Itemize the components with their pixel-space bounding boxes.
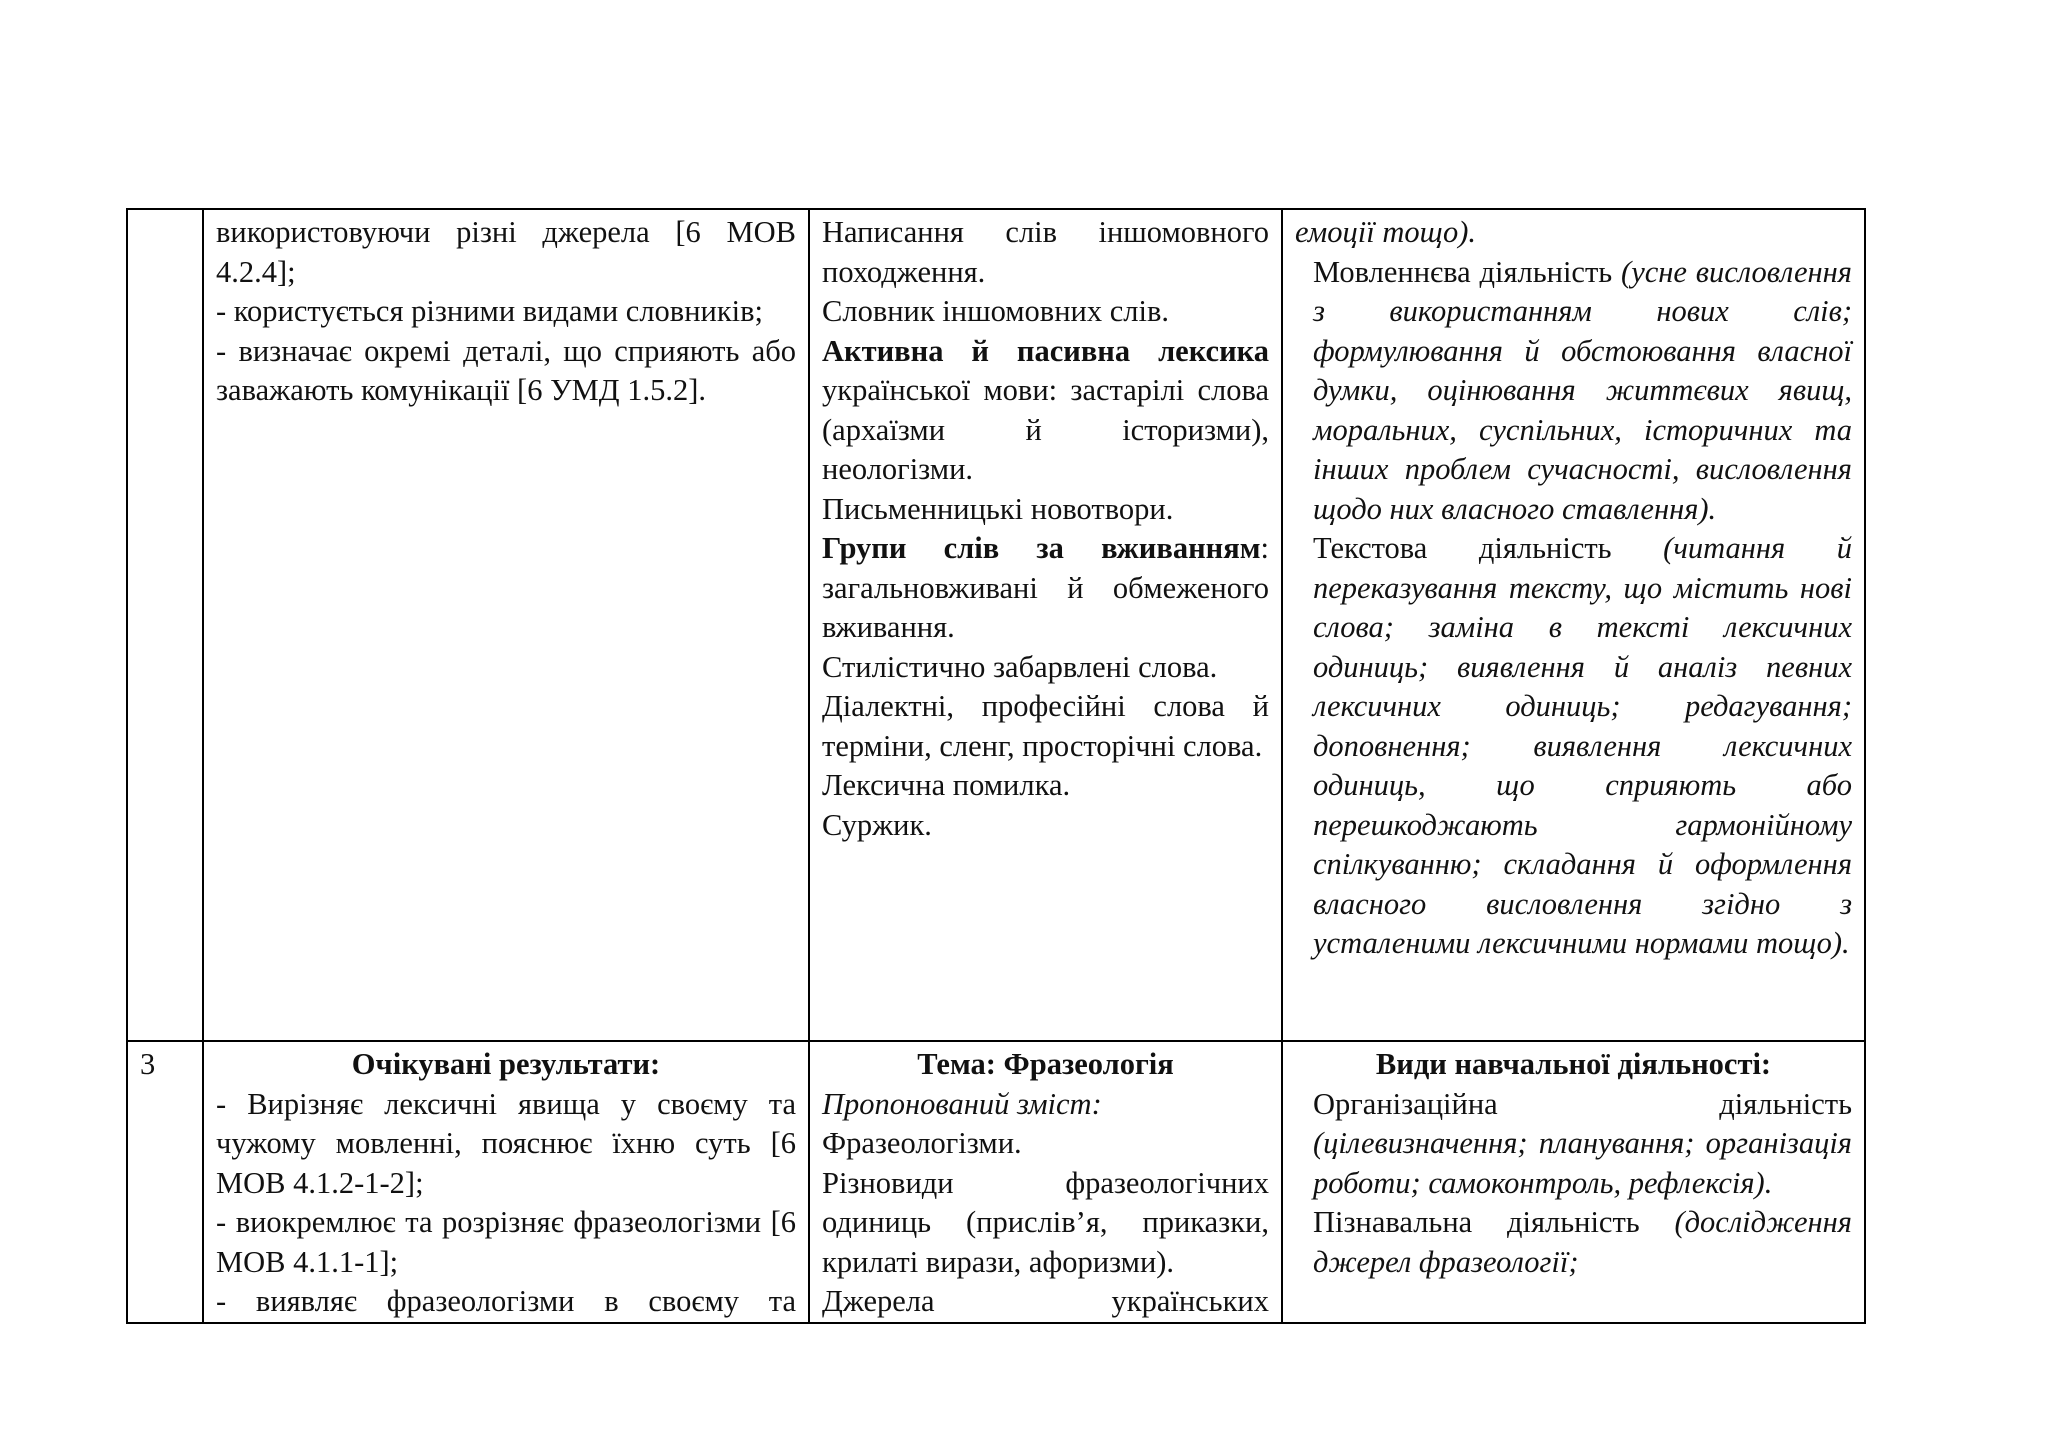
activity-text: [1295, 529, 1852, 964]
content-item: Написання слів іншомовного походження.: [822, 215, 1269, 289]
content-item: Стилістично забарвлені слова.: [822, 649, 1218, 684]
results-cell: [203, 209, 809, 1041]
result-item: - Вирізняє лексичні явища у своєму та чужому мовленні, пояснює їхню суть [6 МОВ 4.1.2-1-2];: [216, 1086, 796, 1200]
results-cell: [203, 1041, 809, 1323]
content-item: Джерела українських: [822, 1284, 1269, 1318]
result-item: - визначає окремі деталі, що сприяють або заважають комунікації [6 УМД 1.5.2].: [216, 333, 796, 407]
activity-desc: (цілевизначення; планування; організація роботи; самоконтроль, рефлексія).: [1313, 1126, 1852, 1200]
activity-continuation: емоції тощо).: [1295, 215, 1477, 249]
results-header: Очікувані результати:: [351, 1047, 661, 1081]
content-term-desc: української мови: застарілі слова (архаїзми й історизми), неологізми.: [822, 373, 1269, 486]
result-item: - користується різними видами словників;: [216, 294, 764, 328]
content-term-bold: Активна й пасивна лексика: [822, 333, 1269, 368]
activities-cell: [1282, 1041, 1865, 1323]
activity-label: Мовленнєва діяльність: [1313, 254, 1622, 289]
content-item: Суржик.: [822, 807, 932, 842]
table-row: [127, 209, 1865, 1041]
activity-desc: (усне висловлення з використанням нових слів; формулювання й обстоювання власної думки, оцінювання життєвих явищ, моральних, суспільних, історичних та інших проблем сучасності, висловлення щодо них власного ставлення).: [1313, 254, 1852, 526]
content-item: [822, 332, 1269, 490]
activities-cell: [1282, 209, 1865, 1041]
content-item: Письменницькі новотвори.: [822, 491, 1174, 526]
content-item: Фразеологізми.: [822, 1126, 1022, 1160]
table-row: [127, 1041, 1865, 1323]
content-item: Лексична помилка.: [822, 768, 1071, 802]
content-item: Різновиди фразеологічних одиниць (прислів’я, приказки, крилаті вирази, афоризми).: [822, 1165, 1269, 1279]
result-item: використовуючи різні джерела [6 МОВ 4.2.4];: [216, 215, 796, 289]
row-number-cell: [127, 209, 203, 1041]
activities-header: Види навчальної діяльності:: [1375, 1047, 1772, 1081]
content-item: [822, 529, 1269, 648]
activity-organizational: [1295, 1085, 1852, 1204]
content-item: Діалектні, професійні слова й терміни, сленг, просторічні слова.: [822, 689, 1269, 763]
content-label: Пропонований зміст:: [822, 1086, 1102, 1121]
activity-cognitive: [1295, 1203, 1852, 1282]
activity-desc: (читання й переказування тексту, що містить нові слова; заміна в тексті лексичних одиниць; виявлення й аналіз певних лексичних одиниць; редагування; доповнення; виявлення лексичних одиниць, що сприяють або перешкоджають гармонійному спілкуванню; складання й оформлення власного висловлення згідно з усталеними лексичними нормами тощо).: [1313, 531, 1853, 960]
content-term-bold: Групи слів за вживанням: [822, 531, 1261, 565]
activity-speech: [1295, 253, 1852, 530]
content-term-desc: : загальновживані й обмеженого вживання.: [822, 531, 1269, 644]
curriculum-table: [126, 208, 1866, 1324]
content-item: Словник іншомовних слів.: [822, 294, 1169, 328]
result-item: - виокремлює та розрізняє фразеологізми [6 МОВ 4.1.1-1];: [216, 1205, 796, 1279]
content-cell: [809, 1041, 1282, 1323]
row-number-cell: 3: [127, 1041, 203, 1323]
topic-header: Тема: Фразеологія: [917, 1047, 1174, 1081]
content-cell: [809, 209, 1282, 1041]
activity-label: Пізнавальна діяльність: [1313, 1205, 1675, 1239]
activity-label: Організаційна діяльність: [1313, 1086, 1852, 1121]
activity-desc: (дослідження джерел фразеології;: [1313, 1205, 1852, 1279]
result-item: - виявляє фразеологізми в своєму та: [216, 1284, 796, 1318]
activity-label: Текстова діяльність: [1313, 531, 1664, 565]
